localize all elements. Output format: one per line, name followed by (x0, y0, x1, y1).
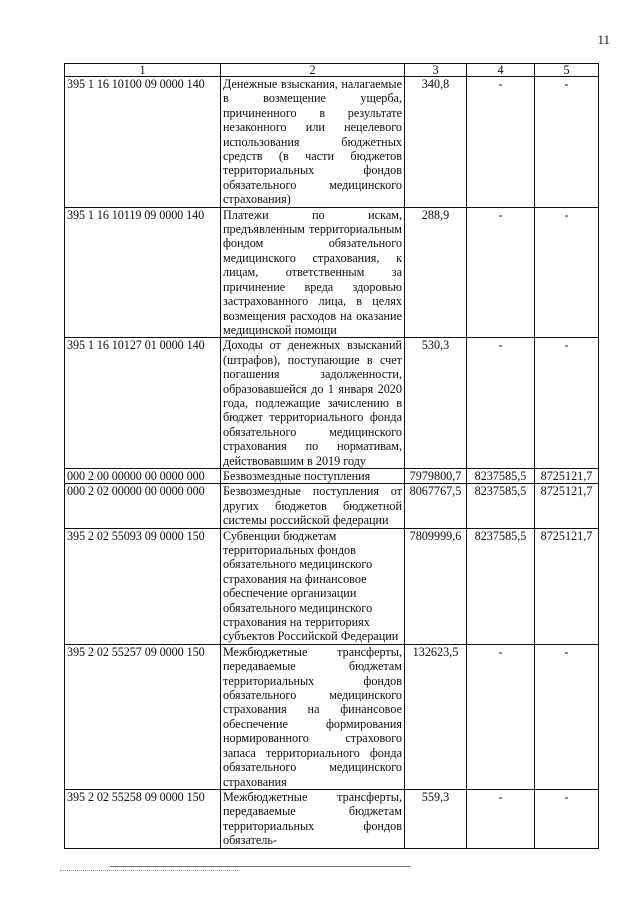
column-header-4: 4 (467, 64, 535, 77)
amount-col4-cell: - (467, 644, 535, 789)
budget-code-cell: 395 2 02 55093 09 0000 150 (65, 528, 221, 644)
amount-col3-cell: 340,8 (405, 77, 467, 208)
amount-col3-cell: 288,9 (405, 207, 467, 338)
table-row (65, 468, 599, 483)
description-cell: Платежи по искам, предъявленным территориальным фондом обязательного медицинского страхования, к лицам, ответственным за причинение вреда здоровью застрахованного лица, в целях возмещения расходов на оказание медицинской помощи (221, 207, 405, 338)
column-header-2: 2 (221, 64, 405, 77)
amount-col5-cell: 8725121,7 (535, 468, 599, 483)
amount-col5-cell: - (535, 338, 599, 469)
budget-code-cell: 395 1 16 10100 09 0000 140 (65, 77, 221, 208)
amount-col3-cell: 8067767,5 (405, 484, 467, 528)
amount-col4-cell: - (467, 789, 535, 848)
amount-col4-cell: - (467, 207, 535, 338)
amount-col4-cell: - (467, 77, 535, 208)
description-cell: Межбюджетные трансферты, передаваемые бюджетам территориальных фондов обязательного медицинского страхования на финансовое обеспечение формирования нормированного страхового запаса территориального фонда обязательного медицинского страхования (221, 644, 405, 789)
column-header-5: 5 (535, 64, 599, 77)
amount-col4-cell: 8237585,5 (467, 528, 535, 644)
budget-code-cell: 000 2 00 00000 00 0000 000 (65, 468, 221, 483)
table-row (65, 484, 599, 528)
amount-col3-cell: 7809999,6 (405, 528, 467, 644)
page-number: 11 (597, 32, 610, 47)
amount-col4-cell: - (467, 338, 535, 469)
amount-col5-cell: - (535, 789, 599, 848)
budget-revenue-table (64, 63, 599, 849)
column-header-1: 1 (65, 64, 221, 77)
amount-col3-cell: 132623,5 (405, 644, 467, 789)
amount-col5-cell: 8725121,7 (535, 484, 599, 528)
amount-col3-cell: 559,3 (405, 789, 467, 848)
footer-divider (110, 866, 410, 867)
table-row (65, 77, 599, 208)
budget-code-cell: 395 2 02 55257 09 0000 150 (65, 644, 221, 789)
table-row (65, 207, 599, 338)
amount-col3-cell: 7979800,7 (405, 468, 467, 483)
budget-code-cell: 395 2 02 55258 09 0000 150 (65, 789, 221, 848)
table-row (65, 644, 599, 789)
footer-divider-faint (60, 870, 240, 871)
amount-col5-cell: - (535, 644, 599, 789)
table-row (65, 789, 599, 848)
amount-col5-cell: - (535, 77, 599, 208)
table-row (65, 528, 599, 644)
description-cell: Субвенции бюджетам территориальных фондов обязательного медицинского страхования на финансовое обеспечение организации обязательного медицинского страхования на территориях субъектов Российской Федерации (221, 528, 405, 644)
amount-col4-cell: 8237585,5 (467, 484, 535, 528)
column-header-3: 3 (405, 64, 467, 77)
amount-col5-cell: 8725121,7 (535, 528, 599, 644)
amount-col3-cell: 530,3 (405, 338, 467, 469)
description-cell: Доходы от денежных взысканий (штрафов), поступающие в счет погашения задолженности, образовавшейся до 1 января 2020 года, подлежащие зачислению в бюджет территориального фонда обязательного медицинского страхования по нормативам, действовавшим в 2019 году (221, 338, 405, 469)
amount-col4-cell: 8237585,5 (467, 468, 535, 483)
table-header-row (65, 64, 599, 77)
budget-code-cell: 000 2 02 00000 00 0000 000 (65, 484, 221, 528)
description-cell: Межбюджетные трансферты, передаваемые бюджетам территориальных фондов обязатель- (221, 789, 405, 848)
table-row (65, 338, 599, 469)
description-cell: Безвозмездные поступления от других бюджетов бюджетной системы российской федерации (221, 484, 405, 528)
budget-code-cell: 395 1 16 10127 01 0000 140 (65, 338, 221, 469)
budget-code-cell: 395 1 16 10119 09 0000 140 (65, 207, 221, 338)
description-cell: Безвозмездные поступления (221, 468, 405, 483)
amount-col5-cell: - (535, 207, 599, 338)
description-cell: Денежные взыскания, налагаемые в возмещение ущерба, причиненного в результате незаконного или нецелевого использования бюджетных средств (в части бюджетов территориальных фондов обязательного медицинского страхования) (221, 77, 405, 208)
